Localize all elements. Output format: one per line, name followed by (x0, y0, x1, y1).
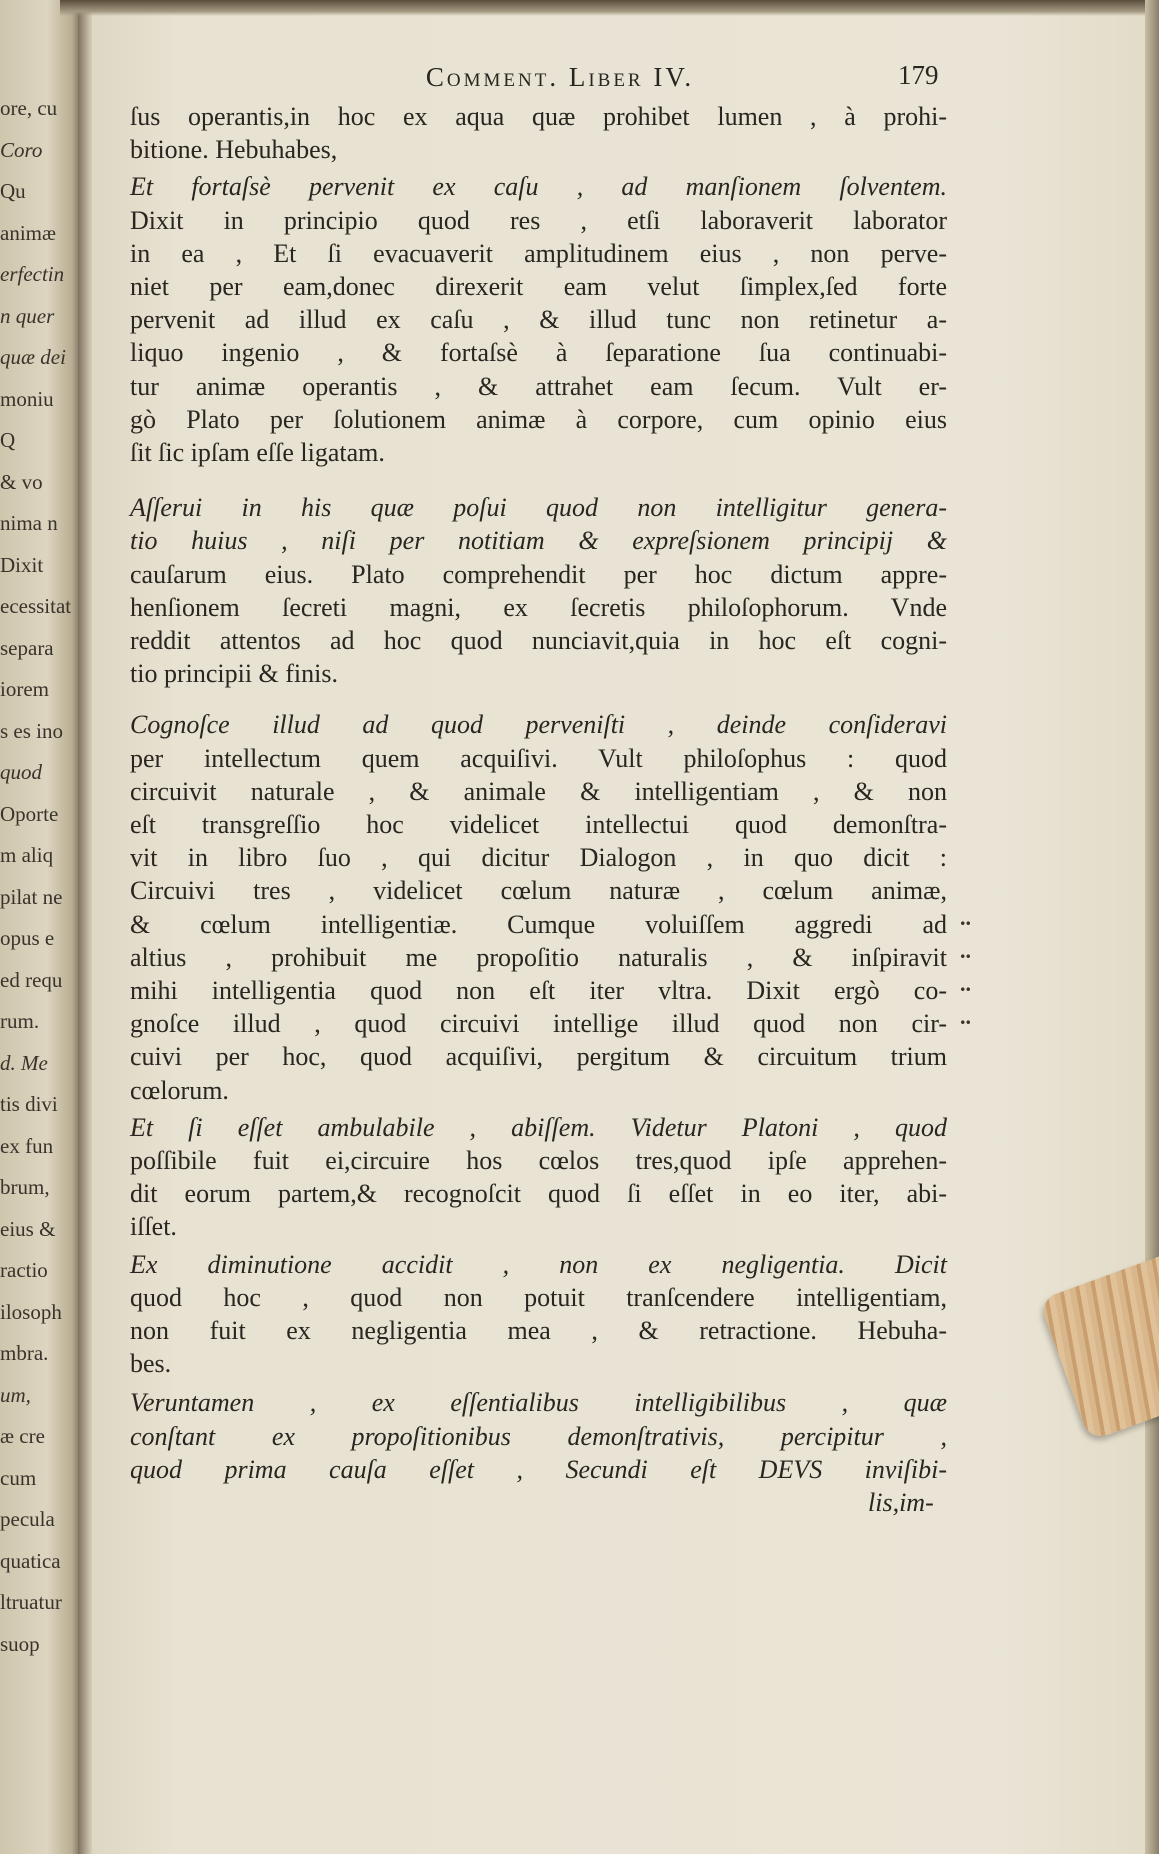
text-line: lis,im- (868, 1488, 934, 1517)
facing-page-fragment: quæ dei (0, 345, 66, 369)
facing-page-fragment: ractio (0, 1258, 48, 1282)
facing-page-fragment: ore, cu (0, 96, 58, 120)
text-line: vit in libro ſuo , qui dicitur Dialogon , in quo dicit : (130, 843, 947, 872)
text-line: gnoſce illud , quod circuivi intellige illud quod non cir- (130, 1009, 947, 1038)
text-line: henſionem ſecreti magni, ex ſecretis philoſophorum. Vnde (130, 593, 947, 622)
text-line: & cœlum intelligentiæ. Cumque voluiſſem aggredi ad (130, 910, 947, 939)
facing-page (0, 0, 78, 1854)
text-line: eſt transgreſſio hoc videlicet intellectui quod demonſtra- (130, 810, 947, 839)
text-line: cœlorum. (130, 1076, 229, 1105)
page-number: 179 (898, 60, 939, 90)
text-line: poſſibile fuit ei,circuire hos cœlos tres,quod ipſe apprehen- (130, 1146, 947, 1175)
text-line: Aſſerui in his quæ poſui quod non intelligitur genera- (130, 493, 947, 522)
text-line: non fuit ex negligentia mea , & retractione. Hebuha- (130, 1316, 947, 1345)
page-top-edge (60, 0, 1159, 16)
facing-page-fragment: Qu (0, 179, 26, 203)
facing-page-fragment: n quer (0, 304, 55, 328)
facing-page-fragment: & vo (0, 470, 43, 494)
text-line: gò Plato per ſolutionem animæ à corpore, cum opinio eius (130, 405, 947, 434)
facing-page-fragment: opus e (0, 926, 55, 950)
facing-page-fragment: ltruatur (0, 1590, 62, 1614)
facing-page-fragment: eius & (0, 1217, 56, 1241)
text-line: tio principii & finis. (130, 659, 338, 688)
facing-page-fragment: pilat ne (0, 885, 63, 909)
text-line: cuivi per hoc, quod acquiſivi, pergitum & circuitum trium (130, 1042, 947, 1071)
facing-page-fragment: ecessitat (0, 594, 72, 618)
facing-page-fragment: mbra. (0, 1341, 49, 1365)
facing-page-fragment: iorem (0, 677, 49, 701)
facing-page-fragment: Q (0, 428, 16, 452)
text-line: Circuivi tres , videlicet cœlum naturæ , cœlum animæ, (130, 876, 947, 905)
facing-page-fragment: ilosoph (0, 1300, 62, 1324)
text-line: bitione. Hebuhabes, (130, 135, 338, 164)
margin-mark: .. (960, 938, 971, 963)
text-line: quod hoc , quod non potuit tranſcendere intelligentiam, (130, 1283, 947, 1312)
facing-page-fragment: quatica (0, 1549, 61, 1573)
text-line: cauſarum eius. Plato comprehendit per hoc dictum appre- (130, 560, 947, 589)
margin-mark: .. (960, 905, 971, 930)
text-line: pervenit ad illud ex caſu , & illud tunc non retinetur a- (130, 305, 947, 334)
text-line: dit eorum partem,& recognoſcit quod ſi eſſet in eo iter, abi- (130, 1179, 947, 1208)
facing-page-fragment: suop (0, 1632, 40, 1656)
facing-page-fragment: m aliq (0, 843, 54, 867)
text-line: Ex diminutione accidit , non ex negligentia. Dicit (130, 1250, 947, 1279)
text-line: reddit attentos ad hoc quod nunciavit,quia in hoc eſt cogni- (130, 626, 947, 655)
text-line: mihi intelligentia quod non eſt iter vltra. Dixit ergò co- (130, 976, 947, 1005)
facing-page-fragment: rum. (0, 1009, 40, 1033)
facing-page-fragment: um, (0, 1383, 31, 1407)
text-line: circuivit naturale , & animale & intelligentiam , & non (130, 777, 947, 806)
facing-page-fragment: Coro (0, 138, 43, 162)
facing-page-fragment: brum, (0, 1175, 50, 1199)
facing-page-fragment: nima n (0, 511, 58, 535)
facing-page-fragment: cum (0, 1466, 37, 1490)
text-line: Dixit in principio quod res , etſi laboraverit laborator (130, 206, 947, 235)
text-line: tur animæ operantis , & attrahet eam ſecum. Vult er- (130, 372, 947, 401)
facing-page-fragment: Dixit (0, 553, 44, 577)
facing-page-fragment: s es ino (0, 719, 63, 743)
margin-mark: .. (960, 971, 971, 996)
facing-page-fragment: æ cre (0, 1424, 45, 1448)
book-spine (78, 0, 92, 1854)
text-line: tio huius , niſi per notitiam & expreſsionem principij & (130, 526, 947, 555)
facing-page-fragment: ed requ (0, 968, 63, 992)
text-line: ſus operantis,in hoc ex aqua quæ prohibet lumen , à prohi- (130, 102, 947, 131)
text-line: conſtant ex propoſitionibus demonſtrativis, percipitur , (130, 1422, 947, 1451)
page-right-edge (1145, 0, 1159, 1854)
text-line: altius , prohibuit me propoſitio naturalis , & inſpiravit (130, 943, 947, 972)
facing-page-fragment: ex fun (0, 1134, 54, 1158)
facing-page-fragment: separa (0, 636, 54, 660)
text-line: Veruntamen , ex eſſentialibus intelligibilibus , quæ (130, 1388, 947, 1417)
text-line: quod prima cauſa eſſet , Secundi eſt DEVS inviſibi- (130, 1455, 947, 1484)
text-line: per intellectum quem acquiſivi. Vult philoſophus : quod (130, 744, 947, 773)
facing-page-fragment: animæ (0, 221, 56, 245)
text-line: Et ſi eſſet ambulabile , abiſſem. Videtur Platoni , quod (130, 1113, 947, 1142)
facing-page-fragment: pecula (0, 1507, 55, 1531)
facing-page-fragment: erfectin (0, 262, 65, 286)
facing-page-fragment: d. Me (0, 1051, 48, 1075)
margin-mark: .. (960, 1004, 971, 1029)
text-line: Et fortaſsè pervenit ex caſu , ad manſionem ſolventem. (130, 172, 947, 201)
text-line: iſſet. (130, 1212, 177, 1241)
text-line: Cognoſce illud ad quod perveniſti , deinde conſideravi (130, 710, 947, 739)
running-title: Comment. Liber IV. (425, 62, 695, 92)
text-line: in ea , Et ſi evacuaverit amplitudinem eius , non perve- (130, 239, 947, 268)
text-line: bes. (130, 1349, 172, 1378)
text-line: ſit ſic ipſam eſſe ligatam. (130, 438, 385, 467)
text-line: liquo ingenio , & fortaſsè à ſeparatione ſua continuabi- (130, 338, 947, 367)
facing-page-fragment: moniu (0, 387, 54, 411)
text-line: niet per eam,donec direxerit eam velut ſimplex,ſed forte (130, 272, 947, 301)
facing-page-fragment: tis divi (0, 1092, 58, 1116)
facing-page-fragment: quod (0, 760, 42, 784)
facing-page-fragment: Oporte (0, 802, 59, 826)
